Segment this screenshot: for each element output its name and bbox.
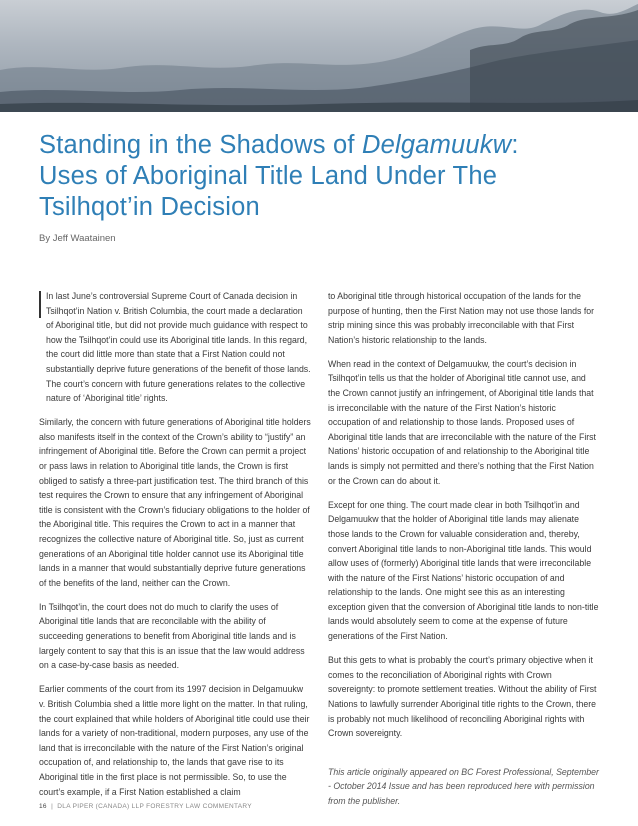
paragraph: Earlier comments of the court from its 1997 decision in Delgamuukw v. British Columbia shed a little more light on the matter. In that ruling, the court explained that while holders of Aboriginal title could use their lands for a variety of non-traditional, modern purposes, any use of the land that is irreconcilable with the nature of the First Nation’s original occupation of, and relationship to, the lands that gave rise to its Aboriginal title in the first place is not permissible. So, to use the court’s example, if a First Nation established a claim — [39, 684, 310, 797]
paragraph: Except for one thing. The court made clear in both Tsilhqot’in and Delgamuukw that the holder of Aboriginal title lands may alienate those lands to the Crown for valuable consideration and, thereby, convert Aboriginal title lands to non-Aboriginal title lands. This would allow uses of (formerly) Aboriginal title lands that were irreconcilable with the nature of the First Nations’ historic occupation of and relationship to the lands. One might see this as an interesting exception given that the conversion of Aboriginal title lands to non-title lands would absolutely seem to come at the expense of future generations of the First Nation. — [328, 499, 599, 642]
footer-separator: | — [51, 803, 54, 810]
byline: By Jeff Waatainen — [39, 233, 116, 244]
paragraph: But this gets to what is probably the court’s primary objective when it comes to the reconciliation of Aboriginal rights with Crown sovereignty: to promote settlement treaties. Without the ability of First Nations to lawfully surrender Aboriginal title rights to the Crown, there is probably not much likelihood of reconciling Aboriginal rights with Crown sovereignty. — [328, 655, 597, 739]
page-footer — [39, 803, 252, 810]
right-column — [328, 289, 600, 818]
header-photo — [0, 0, 638, 112]
article-title — [39, 130, 599, 223]
title-line-3: Tsilhqot’in Decision — [39, 193, 260, 221]
paragraph: When read in the context of Delgamuukw, the court’s decision in Tsilhqot’in tells us that the holder of Aboriginal title cannot use, and the Crown cannot justify an infringement, of Aboriginal title lands that is irreconcilable with the nature of the First Nation’s historic occupation of and relationship to those lands. Proposed uses of Aboriginal title lands that are irreconcilable with the nature of the First Nations’ historic occupation of and relationship to the Aboriginal title lands is simply not permitted and there’s nothing that the First Nation or the Crown can do about it. — [328, 358, 596, 486]
title-line-1: Standing in the Shadows of Delgamuukw: — [39, 131, 519, 159]
paragraph: to Aboriginal title through historical occupation of the lands for the purpose of hunting, then the First Nation may not use those lands for strip mining since this was probably irreconcilable with that First Nation’s historic relationship to the lands. — [328, 291, 595, 345]
title-line-2: Uses of Aboriginal Title Land Under The — [39, 162, 498, 190]
page-number: 16 — [39, 803, 47, 810]
paragraph: In last June’s controversial Supreme Court of Canada decision in Tsilhqot’in Nation v. British Columbia, the court made a declaration of Aboriginal title, but did not provide much guidance with respect to how the Tsilhqot’in could use its Aboriginal title lands. In this regard, the court did little more than state that a First Nation could not substantially deprive future generations of the benefit of those lands. The court’s concern with future generations relates to the collective nature of ‘Aboriginal title’ rights. — [39, 289, 311, 406]
paragraph: Similarly, the concern with future generations of Aboriginal title holders also manifests itself in the context of the Crown’s ability to “justify” an infringement of Aboriginal title. Before the Crown can permit a project or pass laws in relation to Aboriginal title lands, the Crown is first obliged to satisfy a three-part justification test. The third branch of this test requires the Crown to ensure that any infringement of Aboriginal title is consistent with the Crown’s fiduciary obligations to the holder of the Aboriginal title. This requires the Crown to act in a manner that recognizes the collective nature of Aboriginal title. So, just as current generations of an Aboriginal title holder cannot use its Aboriginal title lands in a manner that would substantially deprive future generations of the benefits of the land, neither can the Crown. — [39, 417, 311, 588]
publication-name: DLA PIPER (CANADA) LLP FORESTRY LAW COMMENTARY — [57, 803, 252, 810]
misty-forest-image — [0, 0, 638, 112]
publication-note: This article originally appeared on BC Forest Professional, September - October 2014 Issue and has been reproduced here with permission from the publisher. — [328, 766, 599, 806]
paragraph: In Tsilhqot’in, the court does not do much to clarify the uses of Aboriginal title lands that are reconcilable with the ability of succeeding generations to benefit from Aboriginal title lands and is largely content to say that this is an issue that the law would address on a case-by-case basis as needed. — [39, 601, 305, 671]
left-column — [39, 289, 311, 809]
